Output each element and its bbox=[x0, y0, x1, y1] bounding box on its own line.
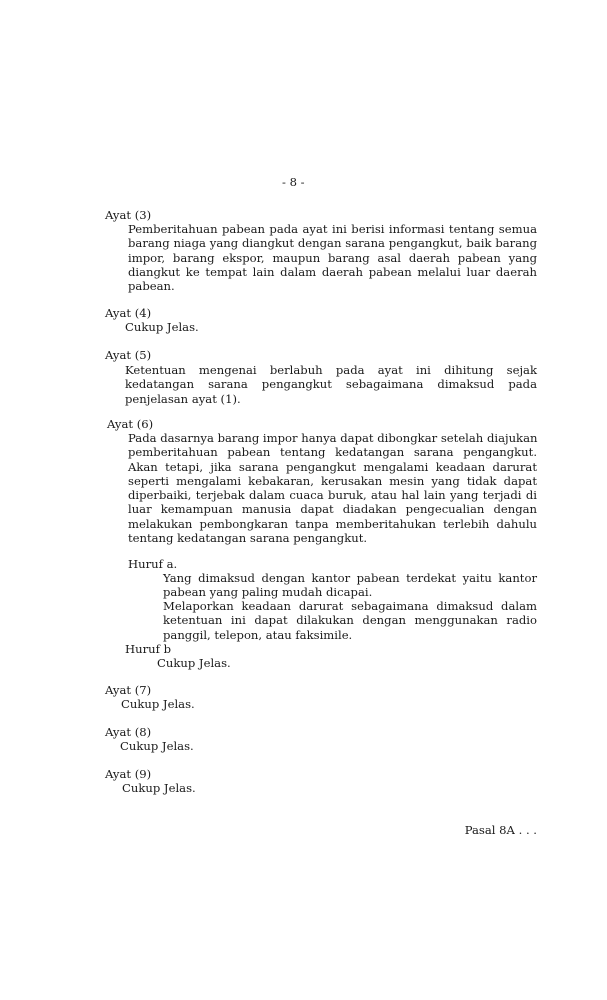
text-line: panggil, telepon, atau faksimile. bbox=[163, 627, 353, 642]
text-line: ketentuan ini dapat dilakukan dengan menggunakan radio bbox=[163, 613, 537, 628]
text-line: pabean yang paling mudah dicapai. bbox=[163, 585, 373, 600]
text-line: diangkut ke tempat lain dalam daerah pabean melalui luar daerah bbox=[128, 264, 537, 279]
text-line: pemberitahuan pabean tentang kedatangan sarana pengangkut. bbox=[128, 445, 537, 460]
ayat-5-heading: Ayat (5) bbox=[105, 348, 152, 362]
continuation-footer: Pasal 8A . . . bbox=[464, 823, 537, 837]
text-line: Pada dasarnya barang impor hanya dapat dibongkar setelah diajukan bbox=[128, 431, 538, 445]
text-line: barang niaga yang diangkut dengan sarana pengangkut, baik barang bbox=[128, 236, 537, 251]
ayat-4-heading: Ayat (4) bbox=[105, 306, 152, 320]
ayat-3-paragraph bbox=[128, 222, 537, 293]
ayat-9-heading: Ayat (9) bbox=[105, 767, 152, 781]
text-line: luar kemampuan manusia dapat diadakan pengecualian dengan bbox=[128, 502, 537, 517]
text-line: diperbaiki, terjebak dalam cuaca buruk, atau hal lain yang terjadi di bbox=[128, 488, 537, 503]
ayat-8-heading: Ayat (8) bbox=[105, 725, 152, 739]
page-number: - 8 - bbox=[282, 175, 305, 189]
text-line: Melaporkan keadaan darurat sebagaimana dimaksud dalam bbox=[163, 599, 537, 613]
ayat-6-paragraph bbox=[128, 431, 537, 545]
ayat-9-text: Cukup Jelas. bbox=[122, 781, 196, 795]
text-line: kedatangan sarana pengangkut sebagaimana dimaksud pada bbox=[125, 377, 537, 392]
huruf-a-heading: Huruf a. bbox=[128, 557, 178, 571]
text-line: pabean. bbox=[128, 279, 175, 294]
text-line: Ketentuan mengenai berlabuh pada ayat ini dihitung sejak bbox=[125, 363, 537, 377]
ayat-5-paragraph bbox=[125, 363, 537, 406]
text-line: Akan tetapi, jika sarana pengangkut mengalami keadaan darurat bbox=[128, 459, 537, 474]
text-line: seperti mengalami kebakaran, kerusakan mesin yang tidak dapat bbox=[128, 473, 537, 488]
text-line: penjelasan ayat (1). bbox=[125, 391, 241, 406]
text-line: impor, barang ekspor, maupun barang asal daerah pabean yang bbox=[128, 250, 537, 265]
ayat-6-heading: Ayat (6) bbox=[107, 417, 154, 431]
text-line: tentang kedatangan sarana pengangkut. bbox=[128, 531, 368, 546]
ayat-8-text: Cukup Jelas. bbox=[120, 739, 194, 753]
ayat-7-heading: Ayat (7) bbox=[105, 683, 152, 697]
huruf-a-paragraph-2 bbox=[163, 599, 537, 642]
text-line: melakukan pembongkaran tanpa memberitahukan terlebih dahulu bbox=[128, 516, 537, 531]
huruf-a-paragraph-1 bbox=[163, 571, 537, 600]
ayat-3-heading: Ayat (3) bbox=[105, 208, 152, 222]
ayat-4-text: Cukup Jelas. bbox=[125, 320, 199, 334]
text-line: Yang dimaksud dengan kantor pabean terdekat yaitu kantor bbox=[163, 571, 537, 585]
ayat-7-text: Cukup Jelas. bbox=[121, 697, 195, 711]
huruf-b-text: Cukup Jelas. bbox=[157, 656, 231, 670]
text-line: Pemberitahuan pabean pada ayat ini berisi informasi tentang semua bbox=[128, 222, 537, 236]
huruf-b-heading: Huruf b bbox=[125, 642, 171, 656]
